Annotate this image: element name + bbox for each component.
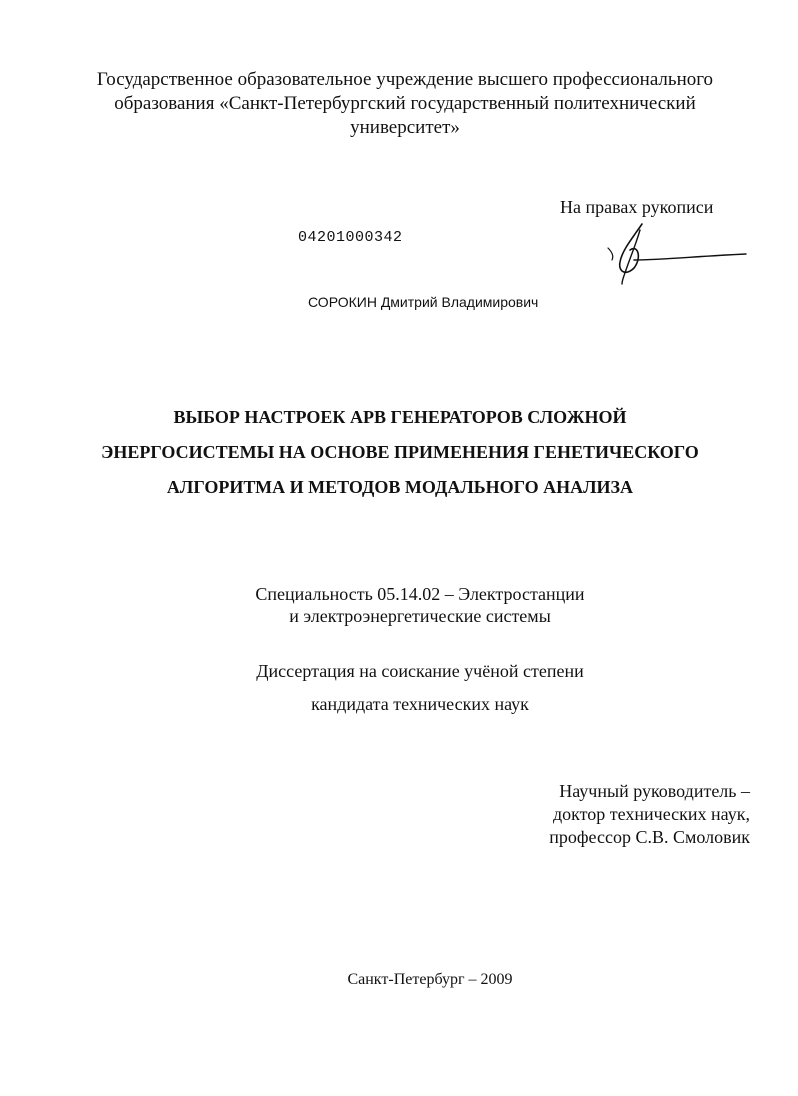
city-year: Санкт-Петербург – 2009 [347, 971, 513, 988]
dissertation-title [80, 400, 720, 505]
degree-line-1: Диссертация на соискание учёной степени [256, 661, 584, 681]
institution-header [60, 68, 750, 140]
title-line-3: АЛГОРИТМА И МЕТОДОВ МОДАЛЬНОГО АНАЛИЗА [166, 477, 634, 497]
institution-line-2: образования «Санкт-Петербургский государственный политехнический [114, 93, 696, 114]
dissertation-degree [160, 655, 680, 721]
specialty-line-2: и электроэнергетические системы [289, 606, 551, 626]
degree-line-2: кандидата технических наук [311, 694, 529, 714]
title-line-1: ВЫБОР НАСТРОЕК АРВ ГЕНЕРАТОРОВ СЛОЖНОЙ [173, 407, 627, 427]
institution-line-3: университет» [350, 117, 460, 138]
supervisor-line-3: профессор С.В. Смоловик [549, 827, 750, 847]
specialty-line-1: Специальность 05.14.02 – Электростанции [255, 584, 585, 604]
institution-line-1: Государственное образовательное учреждение высшего профессионального [96, 69, 714, 90]
manuscript-note: На правах рукописи [560, 197, 714, 217]
supervisor-line-2: доктор технических наук, [553, 804, 750, 824]
title-line-2: ЭНЕРГОСИСТЕМЫ НА ОСНОВЕ ПРИМЕНЕНИЯ ГЕНЕТИЧЕСКОГО [101, 442, 699, 462]
specialty [200, 583, 640, 627]
document-number: 04201000342 [298, 229, 403, 246]
signature-icon [600, 210, 750, 290]
supervisor-line-1: Научный руководитель – [559, 781, 750, 801]
supervisor [500, 780, 750, 849]
author-name: СОРОКИН Дмитрий Владимирович [308, 294, 539, 310]
